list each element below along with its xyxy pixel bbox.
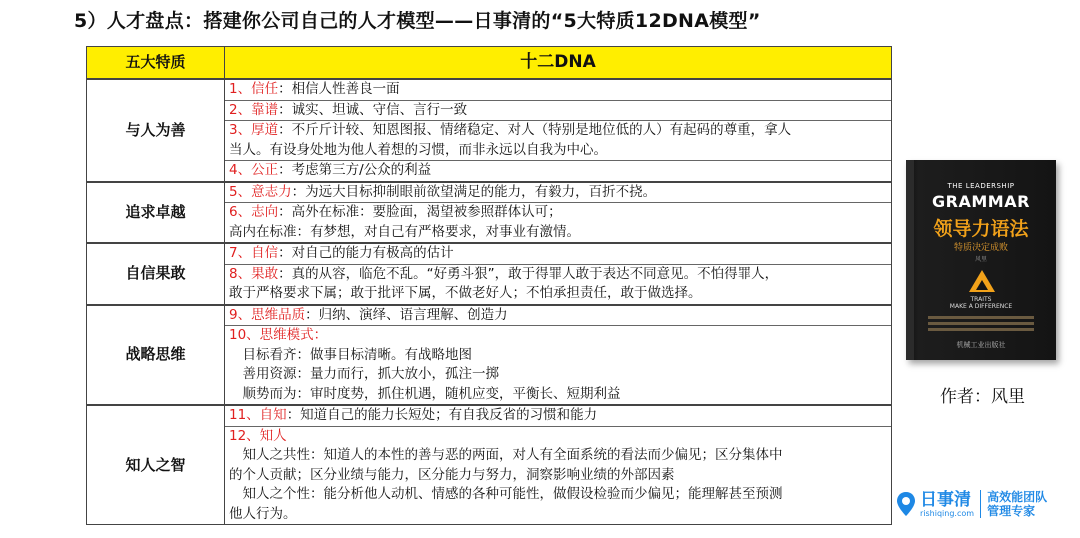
dna-line — [229, 284, 885, 304]
trait-group — [87, 306, 891, 407]
dna-item — [225, 306, 891, 327]
dna-line — [229, 446, 885, 466]
dna-items — [225, 406, 891, 524]
dna-line — [229, 485, 885, 505]
logo-url: rishiqing.com — [920, 508, 975, 518]
dna-item — [225, 101, 891, 122]
page-heading: 5）人才盘点：搭建你公司自己的人才模型——日事清的“5大特质12DNA模型” — [74, 10, 761, 32]
dna-items — [225, 183, 891, 243]
book-cover-image — [906, 160, 1056, 360]
trait-category: 战略思维 — [87, 306, 225, 405]
dna-item — [225, 80, 891, 101]
dna-text: 顺势而为：审时度势，抓住机遇，随机应变，平衡长、短期利益 — [229, 385, 621, 402]
dna-text: 知人之个性：能分析他人动机、情感的各种可能性，做假设检验而少偏见；能理解甚至预测 — [229, 486, 783, 502]
dna-line — [229, 346, 885, 366]
dna-line — [229, 203, 885, 223]
dna-items — [225, 306, 891, 405]
dna-label: 11、自知 — [229, 407, 287, 423]
book-publisher: 机械工业出版社 — [956, 341, 1006, 349]
dna-text: ：考虑第三方/公众的利益 — [278, 162, 432, 178]
dna-text: ：相信人性善良一面 — [278, 81, 400, 97]
dna-item — [225, 265, 891, 304]
dna-label: 7、自信 — [229, 245, 279, 261]
trait-group — [87, 244, 891, 306]
dna-line — [229, 80, 885, 100]
dna-label: 6、志向 — [229, 204, 279, 220]
trait-group — [87, 80, 891, 183]
logo-divider — [980, 490, 981, 518]
book-traits: TRAITS MAKE A DIFFERENCE — [949, 296, 1013, 310]
dna-text: ：诚实、坦诚、守信、言行一致 — [278, 101, 468, 118]
dna-text: 目标看齐：做事目标清晰。有战略地图 — [229, 346, 472, 363]
trait-category: 知人之智 — [87, 406, 225, 524]
dna-text: 他人行为。 — [229, 505, 297, 522]
author-caption: 作者：风里 — [940, 387, 1025, 407]
table-header-row — [87, 47, 891, 80]
dna-line — [229, 101, 885, 121]
dna-item — [225, 244, 891, 265]
dna-line — [229, 161, 885, 181]
book-series: THE LEADERSHIP — [947, 182, 1015, 190]
dna-line — [229, 406, 885, 426]
dna-text: ：高外在标准：要脸面，渴望被参照群体认可； — [278, 204, 562, 220]
trait-group — [87, 183, 891, 245]
trait-group — [87, 406, 891, 524]
dna-text: 的个人贡献；区分业绩与能力，区分能力与努力，洞察影响业绩的外部因素 — [229, 466, 675, 483]
book-text-lines — [928, 316, 1034, 334]
trait-category: 与人为善 — [87, 80, 225, 181]
dna-label: 8、果敢 — [229, 265, 279, 282]
dna-item — [225, 161, 891, 181]
trait-category: 自信果敢 — [87, 244, 225, 304]
logo-name-block — [916, 491, 974, 518]
dna-item — [225, 427, 891, 525]
dna-text: ：不斤斤计较、知恩图报、情绪稳定、对人（特别是地位低的人）有起码的尊重，拿人 — [278, 122, 792, 138]
dna-items — [225, 80, 891, 181]
dna-line — [229, 223, 885, 243]
dna-label: 2、靠谱 — [229, 101, 279, 118]
logo-name: 日事清 — [920, 489, 971, 510]
dna-item — [225, 406, 891, 427]
location-pin-icon — [896, 491, 916, 517]
dna-line — [229, 141, 885, 161]
dna-label: 9、思维品质 — [229, 306, 306, 323]
dna-line — [229, 466, 885, 486]
dna-line — [229, 121, 885, 141]
dna-line — [229, 183, 885, 203]
dna-text: 敢于严格要求下属；敢于批评下属，不做老好人；不怕承担责任，敢于做选择。 — [229, 285, 702, 301]
logo-slogan-2: 管理专家 — [987, 504, 1036, 518]
dna-text: ：对自己的能力有极高的估计 — [278, 245, 454, 261]
book-title-en: GRAMMAR — [932, 192, 1030, 211]
dna-label: 4、公正 — [229, 162, 279, 178]
dna-item — [225, 203, 891, 242]
header-traits: 五大特质 — [87, 47, 225, 78]
dna-text: 善用资源：量力而行，抓大放小，孤注一掷 — [229, 366, 499, 382]
book-subtitle: 特质决定成败 — [953, 243, 1008, 253]
logo-slogan-block — [987, 490, 1047, 518]
dna-items — [225, 244, 891, 304]
dna-text: ：知道自己的能力长短处；有自我反省的习惯和能力 — [286, 407, 598, 423]
dna-line — [229, 326, 885, 346]
trait-category: 追求卓越 — [87, 183, 225, 243]
dna-line — [229, 385, 885, 405]
book-author: 风里 — [974, 256, 987, 263]
dna-item — [225, 326, 891, 404]
dna-item — [225, 183, 891, 204]
dna-line — [229, 365, 885, 385]
dna-text: ：为远大目标抑制眼前欲望满足的能力，有毅力，百折不挠。 — [291, 183, 657, 200]
triangle-inner-icon — [976, 280, 988, 290]
dna-label: 10、思维模式： — [229, 327, 328, 343]
company-logo — [896, 490, 1047, 518]
dna-label: 12、知人 — [229, 427, 287, 444]
dna-label: 5、意志力 — [229, 183, 292, 200]
dna-line — [229, 306, 885, 326]
dna-line — [229, 244, 885, 264]
dna-line — [229, 265, 885, 285]
dna-text: 知人之共性：知道人的本性的善与恶的两面，对人有全面系统的看法而少偏见；区分集体中 — [229, 447, 783, 463]
dna-line — [229, 427, 885, 447]
talent-model-table — [86, 46, 892, 525]
book-title-cn: 领导力语法 — [933, 218, 1029, 240]
dna-text: 高内在标准：有梦想，对自己有严格要求，对事业有激情。 — [229, 223, 580, 240]
dna-label: 3、厚道 — [229, 122, 279, 138]
dna-text: ：真的从容，临危不乱。“好勇斗狠”，敢于得罪人敢于表达不同意见。不怕得罪人， — [278, 265, 779, 282]
dna-item — [225, 121, 891, 161]
dna-text: ：归纳、演绎、语言理解、创造力 — [305, 306, 508, 323]
logo-slogan-1: 高效能团队 — [987, 490, 1048, 504]
dna-text: 当人。有设身处地为他人着想的习惯，而非永远以自我为中心。 — [229, 141, 607, 158]
dna-label: 1、信任 — [229, 81, 279, 97]
header-dna: 十二DNA — [520, 52, 596, 72]
dna-line — [229, 505, 885, 525]
